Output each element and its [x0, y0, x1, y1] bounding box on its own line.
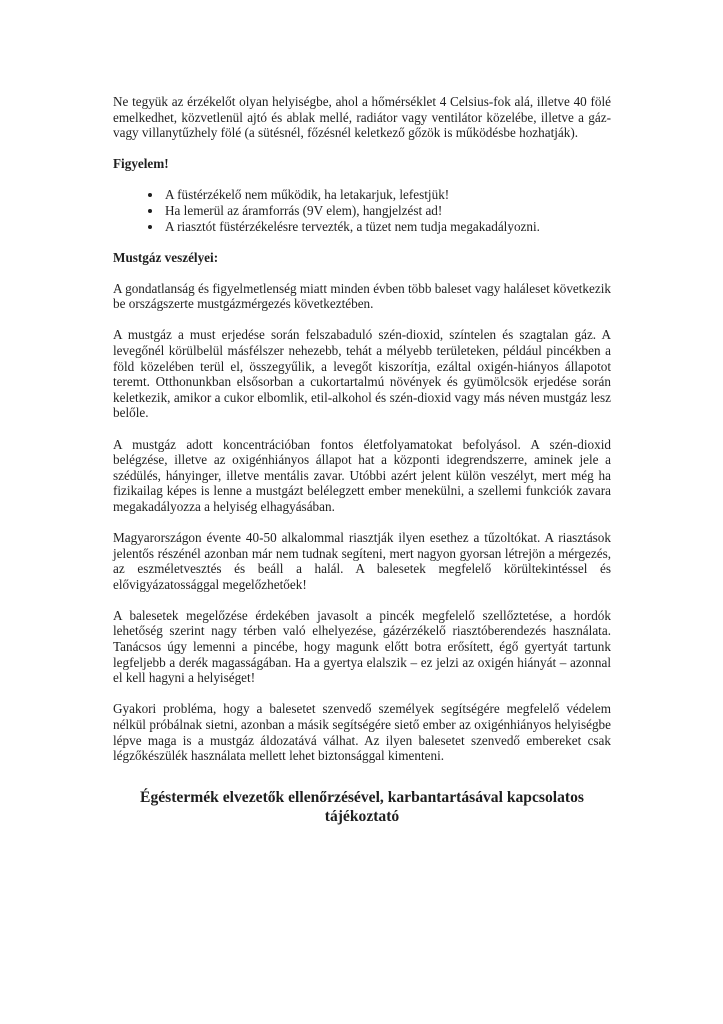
paragraph-statistics: Magyarországon évente 40-50 alkalommal riasztják ilyen esethez a tűzoltókat. A riasztások jelentős részénél azonban már nem tudnak segíteni, mert nagyon gyorsan létrejön a mérgezés, az eszméletvesztés és beáll a halál. A balesetek megfelelő körültekintéssel és elővigyázatossággal megelőzhetőek! — [113, 529, 611, 592]
document-content — [113, 94, 611, 826]
bullet-item-battery-signal: • Ha lemerül az áramforrás (9V elem), hangjelzést ad! — [163, 203, 611, 219]
bullet-item-smoke-covered: • A füstérzékelő nem működik, ha letakarjuk, lefestjük! — [163, 187, 611, 203]
heading-attention: Figyelem! — [113, 156, 169, 172]
bullet-item-smoke-only: • A riasztót füstérzékelésre tervezték, a tüzet nem tudja megakadályozni. — [163, 219, 611, 235]
attention-bullet-list — [113, 187, 611, 234]
paragraph-sensor-placement: Ne tegyük az érzékelőt olyan helyiségbe, ahol a hőmérséklet 4 Celsius-fok alá, illetve 40 fölé emelkedhet, közvetlenül ajtó és ablak mellé, radiátor vagy ventilátor közelébe, illetve a gáz- vagy villanytűzhely fölé (a sütésnél, főzésnél keletkező gőzök is működésbe hozhatják). — [113, 94, 611, 141]
heading-mustgas-dangers: Mustgáz veszélyei: — [113, 249, 219, 265]
paragraph-health-effects: A mustgáz adott koncentrációban fontos életfolyamatokat befolyásol. A szén-dioxid belégzése, illetve az oxigénhiányos állapot hat a központi idegrendszerre, aminek jele a szédülés, hányinger, illetve mentális zavar. Utóbbi azért jelent külön veszélyt, mert még ha fizikailag képes is lenne a mustgázt belélegzett ember menekülni, a szellemi funkciók zavara megakadályozza a helyiség elhagyásában. — [113, 436, 611, 514]
paragraph-accidents: A gondatlanság és figyelmetlenség miatt minden évben több baleset vagy haláleset következik be országszerte mustgázmérgezés következtében. — [113, 280, 611, 312]
title-flue-maintenance-info: Égéstermék elvezetők ellenőrzésével, karbantartásával kapcsolatos tájékoztató — [140, 788, 584, 825]
paragraph-rescue: Gyakori probléma, hogy a balesetet szenvedő személyek segítségére megfelelő védelem nélkül próbálnak sietni, azonban a másik segítségére siető ember az oxigénhiányos helyiségbe lépve maga is a mustgáz áldozatává válhat. Az ilyen balesetet szenvedő embereket csak légzőkészülék használata mellett lehet biztonsággal kimenteni. — [113, 701, 611, 764]
paragraph-prevention: A balesetek megelőzése érdekében javasolt a pincék megfelelő szellőztetése, a hordók lehetőség szerint nagy térben való elhelyezése, gázérzékelő riasztóberendezés használata. Tanácsos úgy lemenni a pincébe, hogy magunk előtt botra erősített, égő gyertyát tartunk legfeljebb a derék magasságában. Ha a gyertya elalszik – ez jelzi az oxigén hiányát – azonnal el kell hagyni a helyiséget! — [113, 607, 611, 686]
paragraph-gas-properties: A mustgáz a must erjedése során felszabaduló szén-dioxid, színtelen és szagtalan gáz. A levegőnél körülbelül másfélszer nehezebb, tehát a mélyebb területeken, például pincékben a föld közelében terül el, összegyűlik, a levegőt kiszorítja, ezáltal oxigén-hiányos állapotot teremt. Otthonunkban elsősorban a cukortartalmú növények és gyümölcsök erjedése során keletkezik, amikor a cukor elbomlik, etil-alkohol és szén-dioxid vagy más néven mustgáz lesz belőle. — [113, 327, 611, 421]
